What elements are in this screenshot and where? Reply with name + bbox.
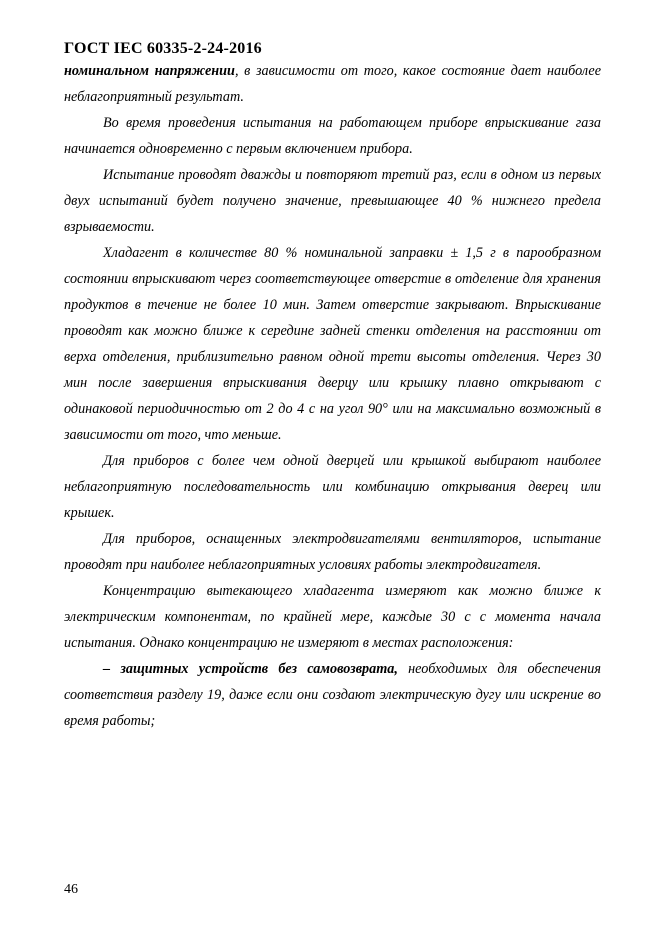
- paragraph: Во время проведения испытания на работающем приборе впрыскивание газа начинается одновременно с первым включением прибора.: [64, 115, 601, 157]
- paragraph: Для приборов с более чем одной дверцей или крышкой выбирают наиболее неблагоприятную последовательность или комбинацию открывания дверец или крышек.: [64, 453, 601, 521]
- bold-phrase: – защитных устройств без самовозврата,: [103, 661, 398, 677]
- paragraph-text: необходимых для обеспечения соответствия разделу 19, даже если они создают электрическую дугу или искрение во время работы;: [64, 661, 601, 729]
- document-header: ГОСТ IEC 60335-2-24-2016: [64, 40, 262, 57]
- page-number: 46: [64, 882, 78, 897]
- paragraph-text: , в зависимости от того, какое состояние дает наиболее неблагоприятный результат.: [64, 63, 601, 105]
- paragraph: Хладагент в количестве 80 % номинальной заправки ± 1,5 г в парообразном состоянии впрыскивают через соответствующее отверстие в отделение для хранения продуктов в течение не более 10 мин. Затем отверстие закрывают. Впрыскивание проводят как можно ближе к середине задней стенки отделения на расстоянии от верха отделения, приблизительно равном одной трети высоты отделения. Через 30 мин после завершения впрыскивания дверцу или крышку плавно открывают с одинаковой периодичностью от 2 до 4 с на угол 90° или на максимально возможный в зависимости от того, что меньше.: [64, 245, 601, 443]
- list-item-paragraph: [64, 656, 601, 734]
- document-body: [64, 58, 601, 734]
- paragraph: Для приборов, оснащенных электродвигателями вентиляторов, испытание проводят при наиболее неблагоприятных условиях работы электродвигателя.: [64, 531, 601, 573]
- bold-phrase: номинальном напряжении: [64, 63, 235, 79]
- paragraph: Концентрацию вытекающего хладагента измеряют как можно ближе к электрическим компонентам, по крайней мере, каждые 30 с с момента начала испытания. Однако концентрацию не измеряют в местах расположения:: [64, 583, 601, 651]
- paragraph-continuation: [64, 58, 601, 110]
- paragraph: Испытание проводят дважды и повторяют третий раз, если в одном из первых двух испытаний будет получено значение, превышающее 40 % нижнего предела взрываемости.: [64, 167, 601, 235]
